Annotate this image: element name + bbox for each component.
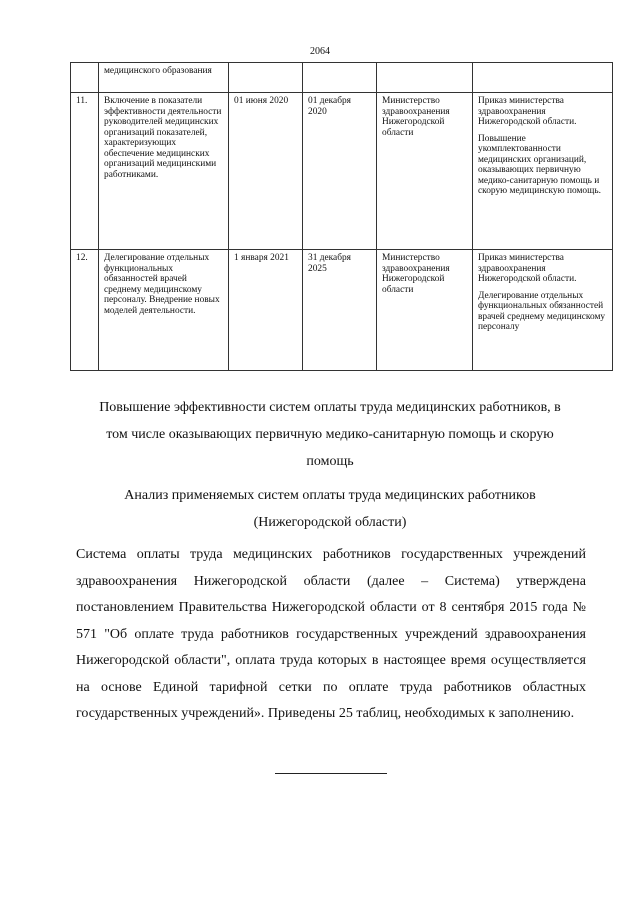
executor: Министерство здравоохранения Нижегородской области [377, 250, 473, 371]
row-number: 11. [71, 93, 99, 250]
result-document: Приказ министерства здравоохранения Нижегородской области. [478, 253, 577, 285]
expected-result [473, 250, 613, 371]
table-row [71, 93, 613, 250]
table-cell [473, 63, 613, 93]
subsection-heading-line: (Нижегородской области) [253, 515, 407, 530]
table-cell [229, 63, 303, 93]
measures-table [70, 62, 613, 371]
end-date: 31 декабря 2025 [303, 250, 377, 371]
section-heading-line: Повышение эффективности систем оплаты труда медицинских работников, в [99, 400, 561, 415]
section-heading-line: том числе оказывающих первичную медико-санитарную помощь и скорую [106, 427, 554, 442]
start-date: 1 января 2021 [229, 250, 303, 371]
table-cell [377, 63, 473, 93]
result-document: Приказ министерства здравоохранения Нижегородской области. [478, 96, 577, 128]
row-number: 12. [71, 250, 99, 371]
body-paragraph: Система оплаты труда медицинских работников государственных учреждений здравоохранения Нижегородской области (далее – Система) утверждена постановлением Правительства Нижегородской области от 8 сентября 2015 года № 571 "Об оплате труда работников государственных учреждений здравоохранения Нижегородской области", оплата труда которых в настоящее время осуществляется на основе Единой тарифной сетки по оплате труда работников областных государственных учреждений». Приведены 25 таблиц, необходимых к заполнению. [76, 547, 586, 721]
result-outcome: Делегирование отдельных функциональных обязанностей врачей среднему медицинскому персоналу [478, 290, 606, 333]
page-number: 2064 [310, 46, 330, 57]
measure-action: Включение в показатели эффективности деятельности руководителей медицинских организаций показателей, характеризующих обеспечение медицинских организаций медицинскими работниками. [99, 93, 229, 250]
subsection-heading-line: Анализ применяемых систем оплаты труда медицинских работников [124, 488, 536, 503]
divider-line [275, 773, 387, 774]
start-date: 01 июня 2020 [229, 93, 303, 250]
table-cell: медицинского образования [99, 63, 229, 93]
result-outcome: Повышение укомплектованности медицинских организаций, оказывающих первичную медико-санитарную помощь и скорую медицинскую помощь. [478, 133, 601, 197]
expected-result [473, 93, 613, 250]
table-cell [303, 63, 377, 93]
measure-action: Делегирование отдельных функциональных обязанностей врачей среднему медицинскому персоналу. Внедрение новых моделей деятельности. [99, 250, 229, 371]
end-date: 01 декабря 2020 [303, 93, 377, 250]
executor: Министерство здравоохранения Нижегородской области [377, 93, 473, 250]
table-row [71, 250, 613, 371]
section-heading-line: помощь [306, 454, 354, 469]
table-cell [71, 63, 99, 93]
table-row [71, 63, 613, 93]
